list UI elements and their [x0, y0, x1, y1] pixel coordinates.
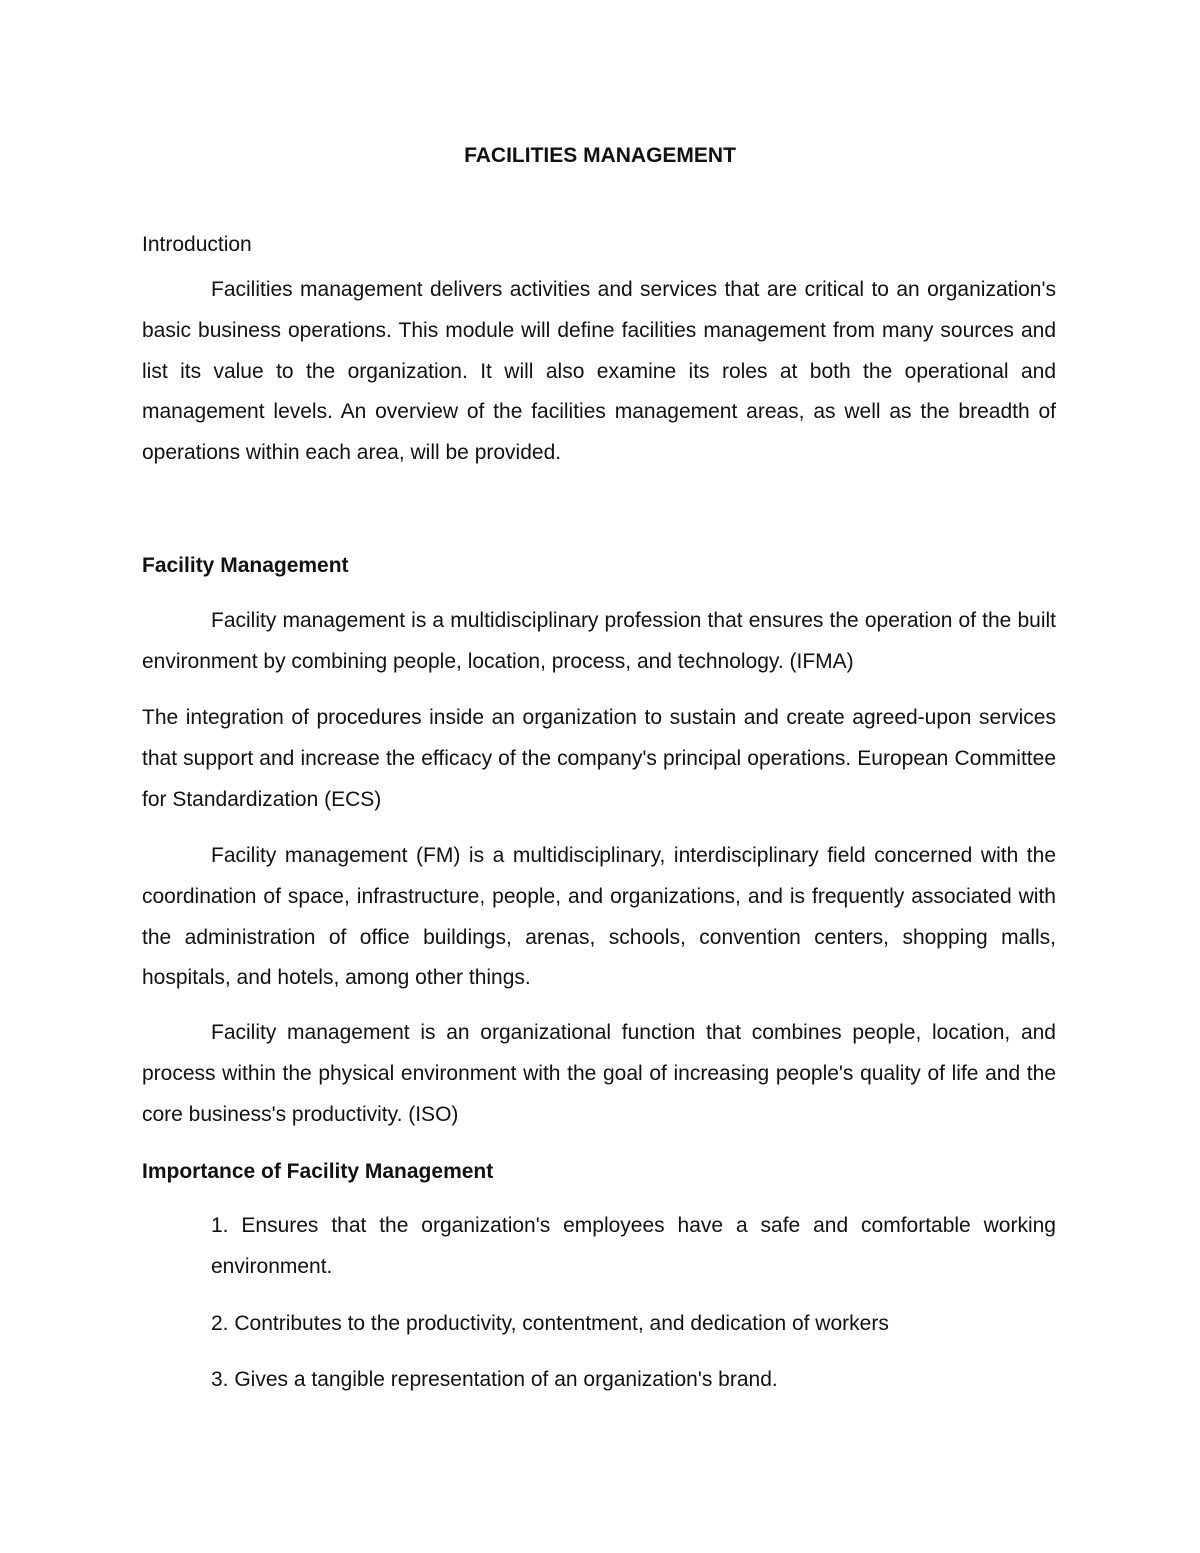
document-title: FACILITIES MANAGEMENT: [464, 144, 736, 167]
section-heading-facility-management: Facility Management: [142, 554, 349, 577]
list-item: 3. Gives a tangible representation of an organization's brand.: [211, 1368, 778, 1391]
intro-label: Introduction: [142, 233, 252, 256]
intro-paragraph: Facilities management delivers activities and services that are critical to an organization's basic business operations. This module will define facilities management from many sources and list its value to the organization. It will also examine its roles at both the operational and management levels. An overview of the facilities management areas, as well as the breadth of operations within each area, will be provided.: [142, 278, 1056, 465]
definition-paragraph-iso: Facility management is an organizational function that combines people, location, and process within the physical environment with the goal of increasing people's quality of life and the core business's productivity. (ISO): [142, 1021, 1056, 1126]
list-item: 2. Contributes to the productivity, contentment, and dedication of workers: [211, 1312, 889, 1335]
list-item: 1. Ensures that the organization's employees have a safe and comfortable working environment.: [211, 1214, 1056, 1278]
section-heading-importance: Importance of Facility Management: [142, 1160, 494, 1183]
definition-paragraph-ecs: The integration of procedures inside an organization to sustain and create agreed-upon services that support and increase the efficacy of the company's principal operations. European Committee for Standardization (ECS): [142, 706, 1056, 811]
definition-paragraph-ifma: Facility management is a multidisciplinary profession that ensures the operation of the built environment by combining people, location, process, and technology. (IFMA): [142, 609, 1056, 673]
definition-paragraph-fm: Facility management (FM) is a multidisciplinary, interdisciplinary field concerned with the coordination of space, infrastructure, people, and organizations, and is frequently associated with the administration of office buildings, arenas, schools, convention centers, shopping malls, hospitals, and hotels, among other things.: [142, 844, 1056, 990]
